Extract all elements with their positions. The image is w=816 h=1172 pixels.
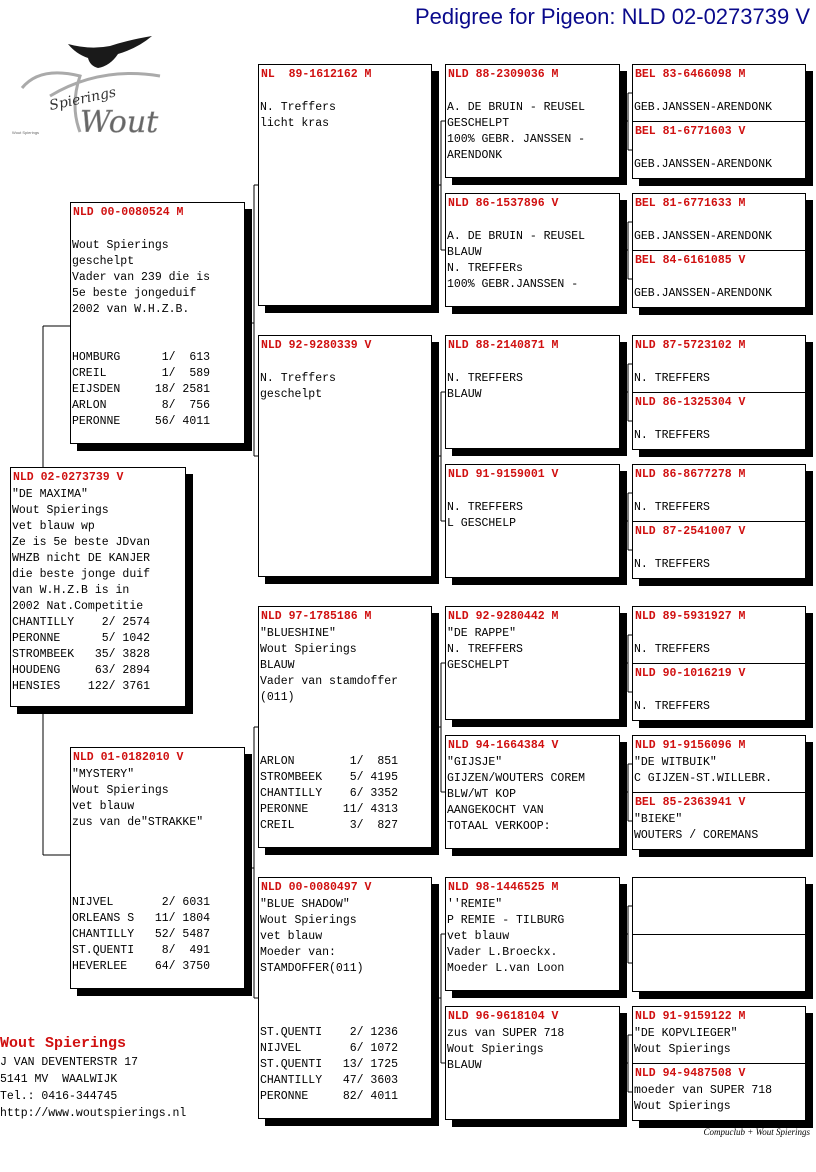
ancestor-card[interactable]: [632, 1063, 806, 1121]
card-line: PERONNE 11/ 4313: [260, 803, 399, 816]
card-line: HOMBURG 1/ 613: [72, 351, 211, 364]
card-line: [634, 355, 805, 371]
ring-number: NLD 02-0273739 V: [13, 471, 124, 484]
ancestor-card[interactable]: [632, 64, 806, 122]
ring-number: NLD 89-5931927 M: [635, 610, 746, 623]
card-line: [447, 484, 619, 500]
ancestor-card[interactable]: [632, 250, 806, 308]
card-line: Vader van stamdoffer: [260, 675, 399, 688]
card-line: A. DE BRUIN - REUSEL: [447, 230, 586, 243]
card-line: Wout Spierings: [447, 1043, 544, 1056]
card-line: N. TREFFERS: [634, 429, 710, 442]
ancestor-card[interactable]: [445, 193, 620, 307]
ring-number: BEL 85-2363941 V: [635, 796, 746, 809]
card-line: [260, 722, 431, 738]
card-line: WOUTERS / COREMANS: [634, 829, 759, 842]
card-line: CHANTILLY 6/ 3352: [260, 787, 399, 800]
card-line: ARLON 8/ 756: [72, 399, 211, 412]
card-line: Ze is 5e beste JDvan: [12, 536, 151, 549]
page-title: Pedigree for Pigeon: NLD 02-0273739 V: [414, 4, 810, 29]
ring-number: [634, 936, 805, 954]
ancestor-card[interactable]: [632, 735, 806, 793]
card-line: GEB.JANSSEN-ARENDONK: [634, 101, 773, 114]
card-line: Wout Spierings: [634, 1100, 731, 1113]
ancestor-card[interactable]: [632, 877, 806, 935]
card-line: N. Treffers: [260, 101, 336, 114]
card-line: [72, 334, 244, 350]
card-line: Vader van 239 die is: [72, 271, 211, 284]
card-line: Vader L.Broeckx.: [447, 946, 558, 959]
card-line: "DE WITBUIK": [634, 756, 717, 769]
card-line: geschelpt: [72, 255, 135, 268]
card-line: "DE RAPPE": [447, 627, 517, 640]
card-line: Wout Spierings: [634, 1043, 731, 1056]
card-line: 100% GEBR. JANSSEN -: [447, 133, 586, 146]
card-line: [634, 541, 805, 557]
card-line: 2002 Nat.Competitie: [12, 600, 144, 613]
card-line: ARLON 1/ 851: [260, 755, 399, 768]
card-line: [634, 141, 805, 157]
card-line: [72, 863, 244, 879]
card-line: STROMBEEK 5/ 4195: [260, 771, 399, 784]
card-line: NIJVEL 2/ 6031: [72, 896, 211, 909]
card-line: [260, 706, 431, 722]
footer-credit: Compuclub + Wout Spierings: [703, 1127, 810, 1137]
card-line: geschelpt: [260, 388, 323, 401]
ring-number: NLD 86-8677278 M: [635, 468, 746, 481]
card-line: CHANTILLY 2/ 2574: [12, 616, 151, 629]
ancestor-card[interactable]: [445, 64, 620, 178]
card-line: [260, 977, 431, 993]
card-line: A. DE BRUIN - REUSEL: [447, 101, 586, 114]
card-line: [634, 484, 805, 500]
card-line: [72, 879, 244, 895]
card-line: [72, 847, 244, 863]
card-line: "DE KOPVLIEGER": [634, 1027, 738, 1040]
ring-number: NLD 00-0080524 M: [73, 206, 184, 219]
ring-number: NLD 87-5723102 M: [635, 339, 746, 352]
card-line: CHANTILLY 47/ 3603: [260, 1074, 399, 1087]
ancestor-card[interactable]: [258, 606, 432, 848]
breeder-website[interactable]: http://www.woutspierings.nl: [0, 1107, 187, 1120]
card-line: van W.H.Z.B is in: [12, 584, 130, 597]
card-line: N. TREFFERs: [447, 262, 523, 275]
ring-number: BEL 84-6161085 V: [635, 254, 746, 267]
ring-number: NLD 92-9280339 V: [261, 339, 372, 352]
ring-number: BEL 81-6771633 M: [635, 197, 746, 210]
card-line: N. TREFFERS: [634, 643, 710, 656]
dam-card[interactable]: [70, 747, 245, 989]
ancestor-card[interactable]: [632, 121, 806, 179]
card-line: ST.QUENTI 13/ 1725: [260, 1058, 399, 1071]
card-line: ST.QUENTI 2/ 1236: [260, 1026, 399, 1039]
ancestor-card[interactable]: [445, 735, 620, 849]
card-line: Wout Spierings: [260, 643, 357, 656]
card-line: 5e beste jongeduif: [72, 287, 197, 300]
card-line: moeder van SUPER 718: [634, 1084, 773, 1097]
card-line: vet blauw: [260, 930, 323, 943]
card-line: BLAUW: [447, 388, 482, 401]
ring-number: NLD 00-0080497 V: [261, 881, 372, 894]
card-line: [447, 213, 619, 229]
card-line: 100% GEBR.JANSSEN -: [447, 278, 579, 291]
card-line: "MYSTERY": [72, 768, 135, 781]
card-line: Moeder van:: [260, 946, 336, 959]
card-line: CREIL 3/ 827: [260, 819, 399, 832]
card-line: [447, 355, 619, 371]
card-line: [634, 626, 805, 642]
card-line: N. TREFFERS: [447, 643, 523, 656]
ancestor-card[interactable]: [632, 1006, 806, 1064]
card-line: HEVERLEE 64/ 3750: [72, 960, 211, 973]
card-line: [260, 993, 431, 1009]
card-line: Moeder L.van Loon: [447, 962, 565, 975]
sire-card[interactable]: [70, 202, 245, 444]
card-line: CHANTILLY 52/ 5487: [72, 928, 211, 941]
ring-number: NLD 94-1664384 V: [448, 739, 559, 752]
ancestor-card[interactable]: [445, 335, 620, 449]
ring-number: NLD 86-1325304 V: [635, 396, 746, 409]
card-line: N. TREFFERS: [634, 372, 710, 385]
card-line: GESCHELPT: [447, 659, 510, 672]
card-line: Wout Spierings: [12, 504, 109, 517]
ring-number: NLD 94-9487508 V: [635, 1067, 746, 1080]
card-line: GESCHELPT: [447, 117, 510, 130]
card-line: N. TREFFERS: [634, 700, 710, 713]
breeder-city: 5141 MV WAALWIJK: [0, 1073, 118, 1086]
ancestor-card[interactable]: [258, 64, 432, 306]
card-line: HOUDENG 63/ 2894: [12, 664, 151, 677]
card-line: zus van de"STRAKKE": [72, 816, 204, 829]
ring-number: [634, 879, 805, 897]
card-line: [634, 683, 805, 699]
card-line: Wout Spierings: [260, 914, 357, 927]
card-line: N. TREFFERS: [447, 372, 523, 385]
ancestor-card[interactable]: [445, 464, 620, 578]
ancestor-card[interactable]: [632, 193, 806, 251]
card-line: [72, 831, 244, 847]
ancestor-card[interactable]: [258, 877, 432, 1119]
card-line: [634, 270, 805, 286]
pigeon-icon: [68, 36, 152, 68]
ring-number: NLD 87-2541007 V: [635, 525, 746, 538]
card-line: N. TREFFERS: [634, 501, 710, 514]
ring-number: NLD 91-9159122 M: [635, 1010, 746, 1023]
ancestor-card[interactable]: [632, 792, 806, 850]
ring-number: NLD 96-9618104 V: [448, 1010, 559, 1023]
ancestor-card[interactable]: [632, 663, 806, 721]
card-line: BLAUW: [260, 659, 295, 672]
ancestor-card[interactable]: [445, 877, 620, 991]
card-line: [634, 84, 805, 100]
ring-number: NLD 97-1785186 M: [261, 610, 372, 623]
breeder-phone: Tel.: 0416-344745: [0, 1090, 118, 1103]
card-line: EIJSDEN 18/ 2581: [72, 383, 211, 396]
card-line: 2002 van W.H.Z.B.: [72, 303, 190, 316]
card-line: WHZB nicht DE KANJER: [12, 552, 151, 565]
ancestor-card[interactable]: [445, 1006, 620, 1120]
card-line: L GESCHELP: [447, 517, 517, 530]
card-line: (011): [260, 691, 295, 704]
card-line: licht kras: [260, 117, 330, 130]
card-line: N. TREFFERS: [447, 501, 523, 514]
card-line: PERONNE 82/ 4011: [260, 1090, 399, 1103]
card-line: [260, 355, 431, 371]
ancestor-card[interactable]: [445, 606, 620, 720]
svg-text:Spierings: Spierings: [47, 84, 118, 115]
ring-number: NLD 92-9280442 M: [448, 610, 559, 623]
card-line: "BLUE SHADOW": [260, 898, 350, 911]
ancestor-card[interactable]: [632, 606, 806, 664]
card-line: [634, 213, 805, 229]
card-line: CREIL 1/ 589: [72, 367, 211, 380]
card-line: BLAUW: [447, 1059, 482, 1072]
card-line: GIJZEN/WOUTERS COREM: [447, 772, 586, 785]
card-line: ORLEANS S 11/ 1804: [72, 912, 211, 925]
ring-number: NL 89-1612162 M: [261, 68, 372, 81]
card-line: "GIJSJE": [447, 756, 503, 769]
ring-number: NLD 88-2309036 M: [448, 68, 559, 81]
card-line: GEB.JANSSEN-ARENDONK: [634, 287, 773, 300]
card-line: [72, 222, 244, 238]
card-line: "BLUESHINE": [260, 627, 336, 640]
card-line: GEB.JANSSEN-ARENDONK: [634, 230, 773, 243]
logo: [10, 36, 170, 142]
card-line: vet blauw: [72, 800, 135, 813]
card-line: STROMBEEK 35/ 3828: [12, 648, 151, 661]
card-line: C GIJZEN-ST.WILLEBR.: [634, 772, 773, 785]
card-line: HENSIES 122/ 3761: [12, 680, 151, 693]
card-line: die beste jonge duif: [12, 568, 151, 581]
breeder-address: J VAN DEVENTERSTR 17: [0, 1056, 139, 1069]
card-line: [447, 84, 619, 100]
ring-number: NLD 01-0182010 V: [73, 751, 184, 764]
card-line: BLAUW: [447, 246, 482, 259]
ring-number: BEL 83-6466098 M: [635, 68, 746, 81]
card-line: "DE MAXIMA": [12, 488, 88, 501]
ancestor-card[interactable]: [258, 335, 432, 577]
card-line: PERONNE 5/ 1042: [12, 632, 151, 645]
card-line: PERONNE 56/ 4011: [72, 415, 211, 428]
card-line: [72, 318, 244, 334]
svg-text:Wout: Wout: [80, 105, 159, 140]
card-line: [260, 84, 431, 100]
card-line: [260, 738, 431, 754]
ring-number: NLD 86-1537896 V: [448, 197, 559, 210]
card-line: [634, 412, 805, 428]
card-line: [260, 1009, 431, 1025]
breeder-name: Wout Spierings: [0, 1035, 127, 1052]
card-line: AANGEKOCHT VAN: [447, 804, 544, 817]
logo-caption: Wout Spierings: [12, 130, 40, 135]
card-line: NIJVEL 6/ 1072: [260, 1042, 399, 1055]
ring-number: NLD 88-2140871 M: [448, 339, 559, 352]
card-line: STAMDOFFER(011): [260, 962, 364, 975]
card-line: vet blauw wp: [12, 520, 95, 533]
card-line: N. TREFFERS: [634, 558, 710, 571]
ancestor-card[interactable]: [632, 392, 806, 450]
card-line: "BIEKE": [634, 813, 683, 826]
ring-number: NLD 91-9159001 V: [448, 468, 559, 481]
ring-number: NLD 98-1446525 M: [448, 881, 559, 894]
card-line: P REMIE - TILBURG: [447, 914, 565, 927]
ancestor-card[interactable]: [632, 464, 806, 522]
ancestor-card[interactable]: [632, 335, 806, 393]
ring-number: NLD 91-9156096 M: [635, 739, 746, 752]
ring-number: BEL 81-6771603 V: [635, 125, 746, 138]
card-line: BLW/WT KOP: [447, 788, 517, 801]
subject-card[interactable]: [10, 467, 186, 707]
card-line: Wout Spierings: [72, 239, 169, 252]
card-line: zus van SUPER 718: [447, 1027, 565, 1040]
card-line: ''REMIE": [447, 898, 503, 911]
ancestor-card[interactable]: [632, 521, 806, 579]
card-line: ARENDONK: [447, 149, 503, 162]
ring-number: NLD 90-1016219 V: [635, 667, 746, 680]
card-line: GEB.JANSSEN-ARENDONK: [634, 158, 773, 171]
ancestor-card[interactable]: [632, 934, 806, 992]
card-line: ST.QUENTI 8/ 491: [72, 944, 211, 957]
card-line: N. Treffers: [260, 372, 336, 385]
card-line: vet blauw: [447, 930, 510, 943]
breeder-info: [0, 1034, 186, 1122]
card-line: Wout Spierings: [72, 784, 169, 797]
card-line: TOTAAL VERKOOP:: [447, 820, 551, 833]
